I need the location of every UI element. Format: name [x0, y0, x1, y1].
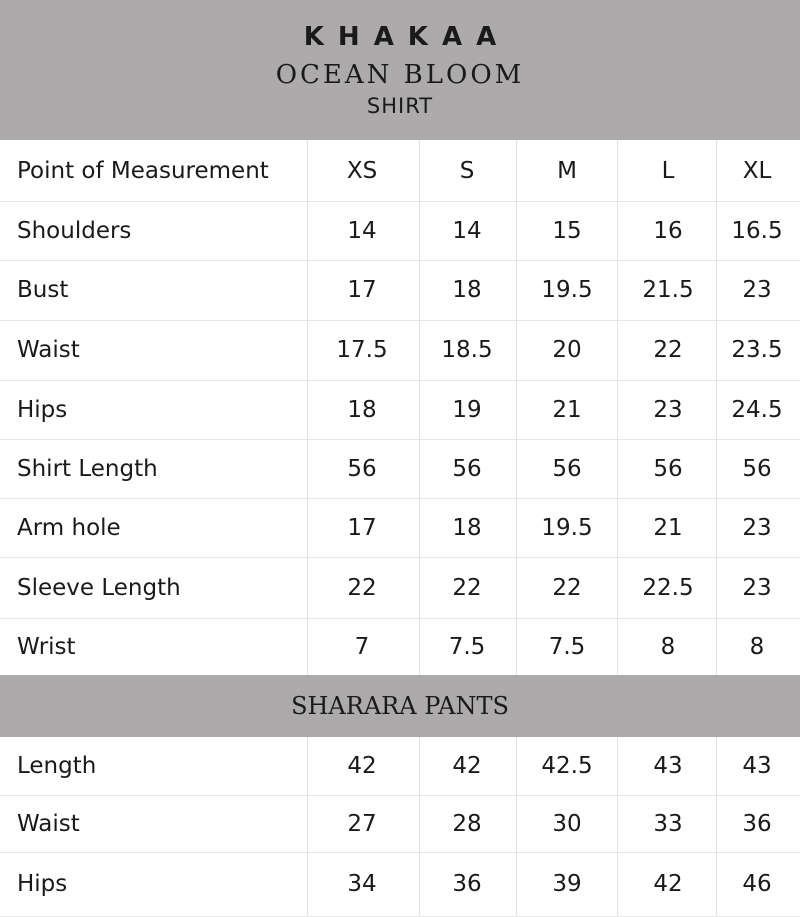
measurement-value: 56: [347, 455, 377, 482]
size-header-row: [0, 140, 800, 202]
measurement-value: 24.5: [731, 396, 783, 423]
measurement-value: 30: [552, 810, 582, 837]
measurement-value: 17: [347, 514, 377, 541]
measurement-value: 39: [552, 871, 582, 897]
measurement-label: Sleeve Length: [17, 574, 181, 601]
measurement-value: 56: [552, 455, 582, 482]
measurement-value: 7.5: [548, 633, 586, 660]
measurement-value: 22.5: [642, 574, 694, 601]
measurement-value: 19.5: [541, 514, 593, 541]
measurement-value: 42: [347, 753, 377, 779]
measurement-label: Length: [17, 753, 97, 779]
table-row: [0, 795, 800, 853]
measurement-value: 56: [452, 455, 482, 482]
measurement-value: 7: [354, 633, 370, 660]
size-header-s: S: [459, 157, 475, 184]
measurement-label: Arm hole: [17, 514, 121, 541]
column-divider: [617, 737, 618, 916]
measurement-value: 19: [452, 396, 482, 423]
column-divider: [307, 737, 308, 916]
measurement-value: 42.5: [541, 753, 593, 779]
measurement-value: 42: [452, 753, 482, 779]
measurement-value: 36: [452, 871, 482, 897]
column-divider: [716, 140, 717, 675]
table-row: [0, 260, 800, 321]
measurement-value: 56: [742, 455, 772, 482]
measurement-value: 8: [660, 633, 676, 660]
measurement-value: 21: [653, 514, 683, 541]
measurement-header: Point of Measurement: [17, 157, 269, 184]
collection-title: OCEAN BLOOM: [275, 60, 525, 90]
measurement-value: 16: [653, 217, 683, 244]
column-divider: [419, 140, 420, 675]
shirt-size-table: [0, 140, 800, 675]
column-divider: [419, 737, 420, 916]
measurement-value: 21.5: [642, 277, 694, 303]
measurement-label: Hips: [17, 396, 68, 423]
measurement-value: 23: [653, 396, 683, 423]
measurement-value: 36: [742, 810, 772, 837]
measurement-label: Shoulders: [17, 217, 132, 244]
measurement-value: 43: [653, 753, 683, 779]
measurement-value: 16.5: [731, 217, 783, 244]
measurement-label: Waist: [17, 810, 80, 837]
measurement-label: Wrist: [17, 633, 76, 660]
table-row: [0, 201, 800, 261]
measurement-value: 18: [452, 277, 482, 303]
measurement-value: 19.5: [541, 277, 593, 303]
column-divider: [716, 737, 717, 916]
measurement-value: 20: [552, 337, 582, 363]
table-row: [0, 320, 800, 381]
pants-section-banner: [0, 675, 800, 737]
measurement-value: 23.5: [731, 337, 783, 363]
measurement-label: Hips: [17, 871, 68, 897]
table-row: [0, 439, 800, 499]
measurement-value: 22: [552, 574, 582, 601]
column-divider: [307, 140, 308, 675]
size-header-xs: XS: [346, 157, 378, 184]
measurement-value: 17: [347, 277, 377, 303]
measurement-value: 46: [742, 871, 772, 897]
pants-size-table: [0, 737, 800, 916]
measurement-value: 22: [653, 337, 683, 363]
table-row: [0, 498, 800, 558]
measurement-value: 34: [347, 871, 377, 897]
measurement-value: 18: [452, 514, 482, 541]
measurement-label: Waist: [17, 337, 80, 363]
measurement-value: 18: [347, 396, 377, 423]
pants-section-title: SHARARA PANTS: [291, 692, 509, 720]
measurement-value: 7.5: [448, 633, 486, 660]
measurement-value: 43: [742, 753, 772, 779]
table-row: [0, 557, 800, 619]
measurement-value: 56: [653, 455, 683, 482]
measurement-value: 17.5: [336, 337, 388, 363]
column-divider: [617, 140, 618, 675]
measurement-value: 21: [552, 396, 582, 423]
measurement-value: 18.5: [441, 337, 493, 363]
measurement-label: Bust: [17, 277, 69, 303]
table-row: [0, 380, 800, 440]
header-banner: [0, 0, 800, 140]
section-title-shirt: SHIRT: [366, 94, 434, 118]
column-divider: [516, 737, 517, 916]
measurement-value: 28: [452, 810, 482, 837]
table-row: [0, 737, 800, 796]
table-row: [0, 852, 800, 917]
measurement-value: 14: [452, 217, 482, 244]
measurement-value: 22: [452, 574, 482, 601]
measurement-value: 8: [749, 633, 765, 660]
measurement-label: Shirt Length: [17, 455, 158, 482]
size-header-m: M: [557, 157, 577, 184]
measurement-value: 14: [347, 217, 377, 244]
measurement-value: 42: [653, 871, 683, 897]
measurement-value: 15: [552, 217, 582, 244]
measurement-value: 22: [347, 574, 377, 601]
table-row: [0, 618, 800, 676]
measurement-value: 23: [742, 277, 772, 303]
measurement-value: 23: [742, 514, 772, 541]
measurement-value: 27: [347, 810, 377, 837]
measurement-value: 23: [742, 574, 772, 601]
size-header-l: L: [661, 157, 675, 184]
column-divider: [516, 140, 517, 675]
measurement-value: 33: [653, 810, 683, 837]
brand-logo: KHAKAA: [303, 22, 511, 52]
size-header-xl: XL: [742, 157, 772, 184]
